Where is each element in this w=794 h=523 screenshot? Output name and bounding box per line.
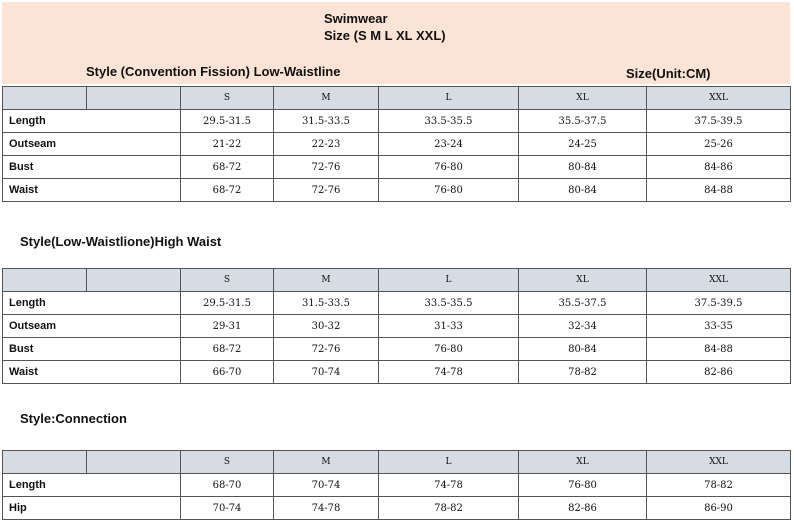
blank-cell <box>87 474 181 497</box>
row-label: Waist <box>3 361 87 384</box>
size-header: L <box>379 87 519 110</box>
size-value: 86-90 <box>647 497 791 520</box>
blank-cell <box>87 497 181 520</box>
row-label: Bust <box>3 156 87 179</box>
size-header: M <box>274 451 379 474</box>
row-label: Length <box>3 292 87 315</box>
size-header: XL <box>519 269 647 292</box>
blank-cell <box>87 133 181 156</box>
size-value: 76-80 <box>379 338 519 361</box>
size-header: L <box>379 451 519 474</box>
table-row <box>3 110 791 133</box>
size-header: XXL <box>647 87 791 110</box>
size-value: 37.5-39.5 <box>647 110 791 133</box>
size-value: 70-74 <box>181 497 274 520</box>
table-row <box>3 338 791 361</box>
size-value: 68-70 <box>181 474 274 497</box>
row-label: Bust <box>3 338 87 361</box>
product-title: Swimwear <box>324 11 388 26</box>
table-row <box>3 361 791 384</box>
blank-cell <box>87 315 181 338</box>
size-value: 30-32 <box>274 315 379 338</box>
size-value: 25-26 <box>647 133 791 156</box>
size-value: 72-76 <box>274 338 379 361</box>
blank-cell <box>3 87 87 110</box>
page-title <box>324 10 446 44</box>
size-value: 31.5-33.5 <box>274 110 379 133</box>
size-value: 72-76 <box>274 179 379 202</box>
blank-cell <box>87 338 181 361</box>
size-table-connection <box>2 450 791 520</box>
size-value: 80-84 <box>519 156 647 179</box>
size-value: 72-76 <box>274 156 379 179</box>
size-value: 33-35 <box>647 315 791 338</box>
size-value: 70-74 <box>274 474 379 497</box>
unit-label: Size(Unit:CM) <box>626 66 711 81</box>
blank-cell <box>3 451 87 474</box>
blank-cell <box>3 269 87 292</box>
size-header: XL <box>519 87 647 110</box>
size-value: 74-78 <box>274 497 379 520</box>
title-banner <box>2 2 790 84</box>
size-value: 37.5-39.5 <box>647 292 791 315</box>
size-value: 76-80 <box>379 156 519 179</box>
section-title-connection: Style:Connection <box>20 411 127 426</box>
size-value: 74-78 <box>379 361 519 384</box>
blank-cell <box>87 87 181 110</box>
size-header: L <box>379 269 519 292</box>
table-row <box>3 179 791 202</box>
size-value: 35.5-37.5 <box>519 292 647 315</box>
size-value: 68-72 <box>181 156 274 179</box>
size-value: 70-74 <box>274 361 379 384</box>
size-value: 68-72 <box>181 179 274 202</box>
size-value: 76-80 <box>519 474 647 497</box>
row-label: Waist <box>3 179 87 202</box>
size-value: 66-70 <box>181 361 274 384</box>
size-value: 84-88 <box>647 338 791 361</box>
size-value: 33.5-35.5 <box>379 110 519 133</box>
size-value: 29-31 <box>181 315 274 338</box>
size-header: M <box>274 87 379 110</box>
size-value: 31.5-33.5 <box>274 292 379 315</box>
size-header-row <box>3 451 791 474</box>
section-title-high-waist: Style(Low-Waistlione)High Waist <box>20 234 222 249</box>
size-table-low-waist <box>2 86 791 202</box>
size-value: 76-80 <box>379 179 519 202</box>
size-value: 23-24 <box>379 133 519 156</box>
row-label: Hip <box>3 497 87 520</box>
row-label: Outseam <box>3 133 87 156</box>
size-value: 78-82 <box>519 361 647 384</box>
row-label: Length <box>3 110 87 133</box>
size-value: 68-72 <box>181 338 274 361</box>
blank-cell <box>87 451 181 474</box>
size-header: XXL <box>647 269 791 292</box>
size-range: Size (S M L XL XXL) <box>324 28 446 43</box>
table-row <box>3 315 791 338</box>
size-header-row <box>3 87 791 110</box>
blank-cell <box>87 361 181 384</box>
size-value: 84-86 <box>647 156 791 179</box>
size-value: 22-23 <box>274 133 379 156</box>
size-value: 32-34 <box>519 315 647 338</box>
table-row <box>3 497 791 520</box>
size-header-row <box>3 269 791 292</box>
table-row <box>3 156 791 179</box>
size-value: 33.5-35.5 <box>379 292 519 315</box>
size-value: 82-86 <box>519 497 647 520</box>
size-value: 80-84 <box>519 338 647 361</box>
size-header: S <box>181 269 274 292</box>
size-value: 24-25 <box>519 133 647 156</box>
size-header: S <box>181 451 274 474</box>
size-value: 21-22 <box>181 133 274 156</box>
size-value: 29.5-31.5 <box>181 110 274 133</box>
size-header: S <box>181 87 274 110</box>
size-header: XXL <box>647 451 791 474</box>
size-value: 84-88 <box>647 179 791 202</box>
blank-cell <box>87 292 181 315</box>
size-header: XL <box>519 451 647 474</box>
size-table-high-waist <box>2 268 791 384</box>
style-low-waist-label: Style (Convention Fission) Low-Waistline <box>86 64 341 79</box>
table-row <box>3 292 791 315</box>
blank-cell <box>87 110 181 133</box>
row-label: Outseam <box>3 315 87 338</box>
blank-cell <box>87 156 181 179</box>
size-value: 29.5-31.5 <box>181 292 274 315</box>
blank-cell <box>87 179 181 202</box>
size-value: 35.5-37.5 <box>519 110 647 133</box>
size-value: 82-86 <box>647 361 791 384</box>
row-label: Length <box>3 474 87 497</box>
table-row <box>3 474 791 497</box>
size-value: 78-82 <box>379 497 519 520</box>
size-value: 80-84 <box>519 179 647 202</box>
size-value: 31-33 <box>379 315 519 338</box>
size-value: 78-82 <box>647 474 791 497</box>
size-header: M <box>274 269 379 292</box>
table-row <box>3 133 791 156</box>
blank-cell <box>87 269 181 292</box>
size-value: 74-78 <box>379 474 519 497</box>
